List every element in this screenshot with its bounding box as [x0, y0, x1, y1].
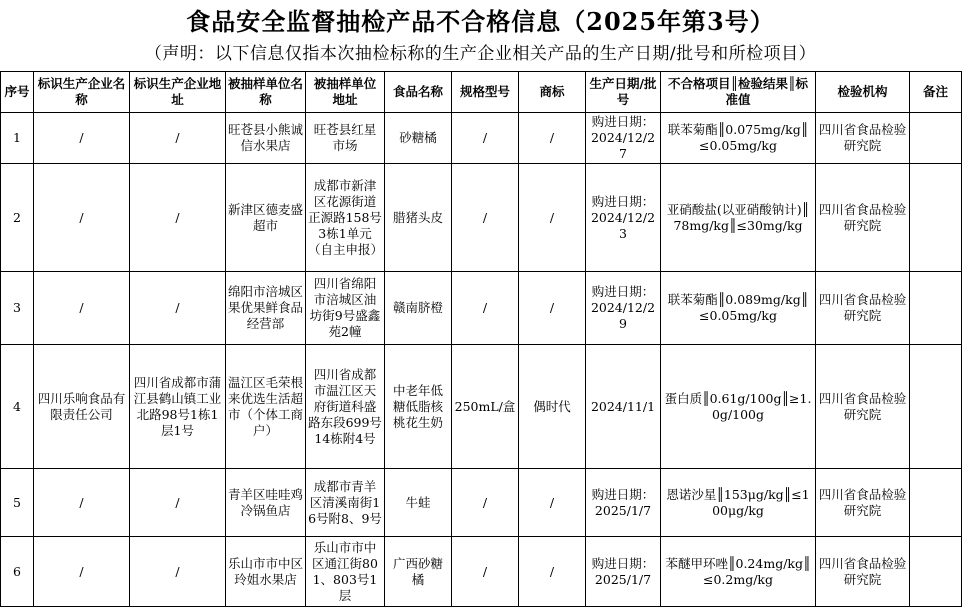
header-date: 生产日期/批号 — [586, 72, 661, 113]
cell-note — [910, 345, 962, 469]
cell-brand: / — [519, 469, 586, 537]
header-note: 备注 — [910, 72, 962, 113]
cell-sampled-addr: 四川省成都市温江区天府街道科盛路东段699号14栋附4号 — [306, 345, 385, 469]
cell-note — [910, 113, 962, 164]
cell-agency: 四川省食品检验研究院 — [816, 537, 910, 607]
cell-mfr-addr: 四川省成都市蒲江县鹤山镇工业北路98号1栋1层1号 — [130, 345, 226, 469]
cell-no: 1 — [1, 113, 34, 164]
cell-note — [910, 272, 962, 345]
table-row — [1, 272, 962, 345]
cell-spec: / — [452, 272, 519, 345]
cell-mfr-name: / — [34, 164, 130, 272]
header-agency: 检验机构 — [816, 72, 910, 113]
header-sampled-addr: 被抽样单位地址 — [306, 72, 385, 113]
cell-date: 购进日期：2025/1/7 — [586, 537, 661, 607]
cell-mfr-name: / — [34, 469, 130, 537]
cell-food: 赣南脐橙 — [385, 272, 452, 345]
cell-agency: 四川省食品检验研究院 — [816, 272, 910, 345]
cell-spec: / — [452, 164, 519, 272]
cell-date: 购进日期：2024/12/27 — [586, 113, 661, 164]
cell-mfr-addr: / — [130, 113, 226, 164]
header-item: 不合格项目║检验结果║标准值 — [661, 72, 816, 113]
cell-date: 购进日期：2025/1/7 — [586, 469, 661, 537]
table-row — [1, 469, 962, 537]
cell-mfr-addr: / — [130, 537, 226, 607]
cell-food: 广西砂糖橘 — [385, 537, 452, 607]
document-statement: （声明：以下信息仅指本次抽检标称的生产企业相关产品的生产日期/批号和所检项目） — [144, 44, 817, 64]
table-row — [1, 345, 962, 469]
cell-brand: / — [519, 113, 586, 164]
cell-sampled-name: 新津区德麦盛超市 — [226, 164, 306, 272]
cell-food: 腊猪头皮 — [385, 164, 452, 272]
header-food: 食品名称 — [385, 72, 452, 113]
cell-sampled-name: 旺苍县小熊诚信水果店 — [226, 113, 306, 164]
table-row — [1, 164, 962, 272]
cell-no: 6 — [1, 537, 34, 607]
cell-mfr-addr: / — [130, 469, 226, 537]
cell-mfr-name: 四川乐响食品有限责任公司 — [34, 345, 130, 469]
document-title: 食品安全监督抽检产品不合格信息（2025年第3号） — [186, 7, 775, 36]
header-sampled-name: 被抽样单位名称 — [226, 72, 306, 113]
cell-sampled-addr: 成都市青羊区清溪南街16号附8、9号 — [306, 469, 385, 537]
cell-note — [910, 164, 962, 272]
cell-spec: 250mL/盒 — [452, 345, 519, 469]
cell-mfr-addr: / — [130, 272, 226, 345]
header-mfr-name: 标识生产企业名称 — [34, 72, 130, 113]
cell-sampled-addr: 旺苍县红星市场 — [306, 113, 385, 164]
cell-agency: 四川省食品检验研究院 — [816, 164, 910, 272]
cell-item: 联苯菊酯║0.089mg/kg║≤0.05mg/kg — [661, 272, 816, 345]
cell-food: 中老年低糖低脂核桃花生奶 — [385, 345, 452, 469]
cell-date: 2024/11/1 — [586, 345, 661, 469]
header-brand: 商标 — [519, 72, 586, 113]
noncompliance-table — [0, 71, 962, 607]
cell-spec: / — [452, 537, 519, 607]
cell-agency: 四川省食品检验研究院 — [816, 113, 910, 164]
table-header-row — [1, 72, 962, 113]
cell-sampled-name: 青羊区哇哇鸡冷锅鱼店 — [226, 469, 306, 537]
cell-sampled-addr: 乐山市市中区通江街801、803号1层 — [306, 537, 385, 607]
cell-brand: / — [519, 272, 586, 345]
cell-mfr-name: / — [34, 537, 130, 607]
cell-spec: / — [452, 113, 519, 164]
cell-note — [910, 537, 962, 607]
cell-spec: / — [452, 469, 519, 537]
cell-no: 5 — [1, 469, 34, 537]
cell-agency: 四川省食品检验研究院 — [816, 345, 910, 469]
cell-no: 4 — [1, 345, 34, 469]
cell-agency: 四川省食品检验研究院 — [816, 469, 910, 537]
cell-item: 联苯菊酯║0.075mg/kg║≤0.05mg/kg — [661, 113, 816, 164]
cell-sampled-name: 温江区毛荣根来优选生活超市（个体工商户） — [226, 345, 306, 469]
cell-note — [910, 469, 962, 537]
cell-brand: / — [519, 164, 586, 272]
header-mfr-addr: 标识生产企业地址 — [130, 72, 226, 113]
cell-brand: / — [519, 537, 586, 607]
table-row — [1, 113, 962, 164]
header-spec: 规格型号 — [452, 72, 519, 113]
cell-sampled-name: 绵阳市涪城区果优果鲜食品经营部 — [226, 272, 306, 345]
top-strip — [0, 0, 961, 5]
cell-food: 砂糖橘 — [385, 113, 452, 164]
header-no: 序号 — [1, 72, 34, 113]
cell-mfr-name: / — [34, 272, 130, 345]
cell-no: 3 — [1, 272, 34, 345]
cell-mfr-addr: / — [130, 164, 226, 272]
cell-no: 2 — [1, 164, 34, 272]
cell-item: 恩诺沙星║153μg/kg║≤100μg/kg — [661, 469, 816, 537]
table-row — [1, 537, 962, 607]
cell-date: 购进日期：2024/12/29 — [586, 272, 661, 345]
cell-date: 购进日期：2024/12/23 — [586, 164, 661, 272]
cell-sampled-name: 乐山市市中区玲姐水果店 — [226, 537, 306, 607]
cell-brand: 偶时代 — [519, 345, 586, 469]
cell-item: 苯醚甲环唑║0.24mg/kg║≤0.2mg/kg — [661, 537, 816, 607]
cell-sampled-addr: 四川省绵阳市涪城区油坊街9号盛鑫苑2幢 — [306, 272, 385, 345]
cell-item: 亚硝酸盐(以亚硝酸钠计)║78mg/kg║≤30mg/kg — [661, 164, 816, 272]
cell-mfr-name: / — [34, 113, 130, 164]
cell-item: 蛋白质║0.61g/100g║≥1.0g/100g — [661, 345, 816, 469]
cell-food: 牛蛙 — [385, 469, 452, 537]
cell-sampled-addr: 成都市新津区花源街道正源路158号3栋1单元（自主申报） — [306, 164, 385, 272]
